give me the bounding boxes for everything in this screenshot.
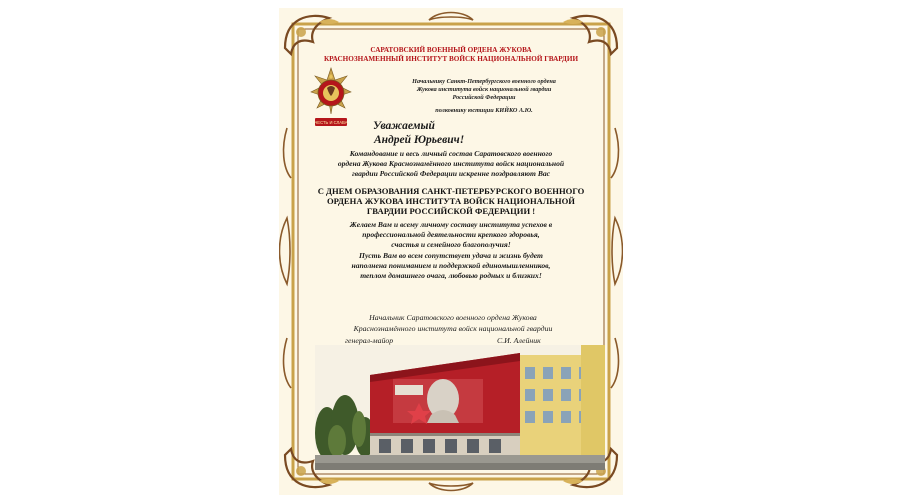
addressee-line-1: Начальнику Санкт-Петербургского военного ордена: [412, 78, 556, 85]
institute-building-photo: [315, 345, 605, 470]
addressee-line-2: Жукова института войск национальной гвардии: [416, 86, 552, 94]
addressee-rank-line: полковнику юстиции КИЙКО А.Ю.: [435, 106, 533, 114]
signer-rank: генерал-майор: [345, 336, 394, 345]
greeting: [373, 120, 503, 147]
body-line-3: гвардии Российской Федерации искренне поздравляют Вас: [351, 169, 551, 179]
greeting-line-2: Андрей Юрьевич!: [374, 133, 465, 146]
wishes-line-3: счастья и семейного благополучия!: [391, 240, 511, 250]
signature-line-2: Краснознамённого института войск национальной гвардии: [353, 323, 553, 333]
addressee-line-3: Российской Федерации: [452, 94, 516, 102]
wishes-line-1: Желаем Вам и всему личному составу института успехов в: [349, 220, 553, 229]
header-line-1: САРАТОВСКИЙ ВОЕННЫЙ ОРДЕНА ЖУКОВА: [370, 46, 532, 54]
occasion-headline: [315, 186, 587, 216]
addressee-block: [369, 78, 599, 115]
headline-line-2: ОРДЕНА ЖУКОВА ИНСТИТУТА ВОЙСК НАЦИОНАЛЬНОЙ: [327, 196, 575, 206]
institute-emblem: [309, 66, 353, 136]
headline-line-3: ГВАРДИИ РОССИЙСКОЙ ФЕДЕРАЦИИ !: [366, 206, 536, 216]
wishes-line-4: Пусть Вам во всем сопутствует удача и жизнь будет: [359, 250, 543, 260]
institute-header: [315, 46, 587, 64]
signature-block: [319, 313, 587, 334]
signer-name: С.И. Алейник: [497, 336, 541, 345]
emblem-ribbon-text: ЧЕСТЬ И СЛАВА: [314, 120, 348, 125]
wishes-line-2: профессиональной деятельности крепкого здоровья,: [362, 230, 540, 240]
wishes-line-5: наполнена пониманием и поддержкой единомышленников,: [351, 260, 551, 270]
body-line-2: ордена Жукова Краснознамённого института войск национальной: [337, 159, 565, 169]
greeting-line-1: Уважаемый: [373, 120, 435, 132]
congratulation-body: [315, 149, 587, 180]
headline-line-1: С ДНЕМ ОБРАЗОВАНИЯ САНКТ-ПЕТЕРБУРСКОГО ВОЕННОГО: [317, 186, 585, 196]
wishes-paragraph: [315, 220, 587, 281]
wishes-line-6: теплом домашнего очага, любовью родных и близких!: [360, 271, 542, 281]
signature-line-1: Начальник Саратовского военного ордена Жукова: [369, 313, 537, 322]
header-line-2: КРАСНОЗНАМЕННЫЙ ИНСТИТУТ ВОЙСК НАЦИОНАЛЬНОЙ ГВАРДИИ: [323, 55, 579, 63]
body-line-1: Командование и весь личный состав Саратовского военного: [349, 149, 553, 158]
